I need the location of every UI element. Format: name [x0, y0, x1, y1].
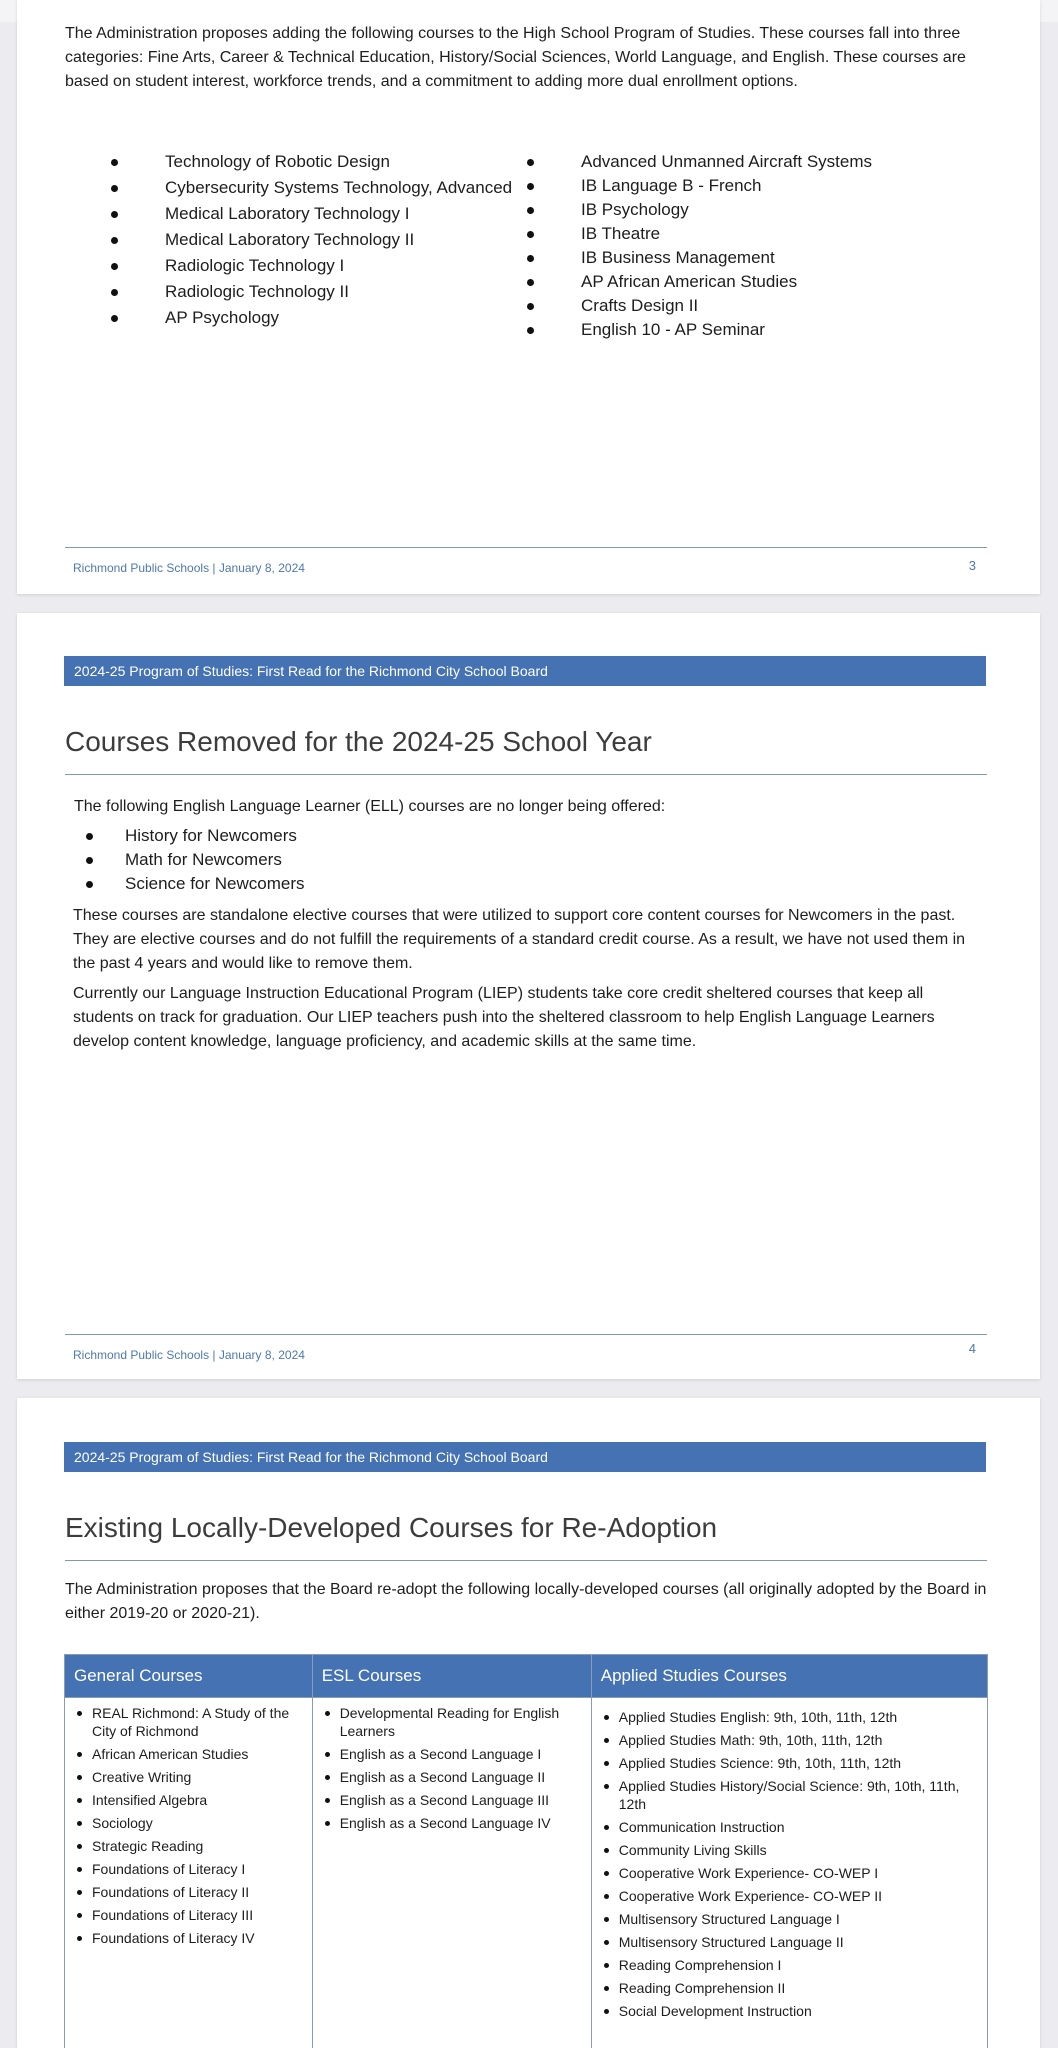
list-item: Creative Writing [73, 1768, 304, 1786]
column-header-general: General Courses [65, 1655, 313, 1698]
list-item: IB Psychology [515, 198, 965, 222]
list-item: Applied Studies English: 9th, 10th, 11th, 12th [600, 1708, 979, 1726]
list-item: Technology of Robotic Design [99, 150, 519, 174]
list-item: Cybersecurity Systems Technology, Advanced [99, 176, 519, 200]
list-item: REAL Richmond: A Study of the City of Richmond [73, 1704, 304, 1740]
new-courses-list-right [515, 150, 965, 342]
ell-lead: The following English Language Learner (ELL) courses are no longer being offered: [74, 798, 666, 815]
page-footer: Richmond Public Schools | January 8, 2024 [73, 561, 305, 575]
title-divider [65, 1560, 987, 1561]
page-banner: 2024-25 Program of Studies: First Read for the Richmond City School Board [64, 1442, 986, 1472]
page-footer: Richmond Public Schools | January 8, 2024 [73, 1348, 305, 1362]
list-item: Math for Newcomers [75, 848, 475, 872]
page-number: 3 [968, 558, 976, 573]
document-page-4[interactable] [17, 613, 1040, 1379]
page-number: 4 [968, 1341, 976, 1356]
list-item: Developmental Reading for English Learners [321, 1704, 583, 1740]
list-item: Radiologic Technology II [99, 280, 519, 304]
list-item: AP African American Studies [515, 270, 965, 294]
list-item: English as a Second Language III [321, 1791, 583, 1809]
list-item: Community Living Skills [600, 1841, 979, 1859]
esl-courses-list [321, 1704, 583, 1832]
page-title: Existing Locally-Developed Courses for Re-Adoption [65, 1512, 718, 1543]
liep-description: Currently our Language Instruction Educational Program (LIEP) students take core credit sheltered courses that keep all students on track for graduation. Our LIEP teachers push into the sheltered classroom to help English Language Learners develop content knowledge, language proficiency, and academic skills at the same time. [73, 985, 935, 1050]
list-item: Foundations of Literacy IV [73, 1929, 304, 1947]
page-title: Courses Removed for the 2024-25 School Year [65, 726, 652, 757]
list-item: Science for Newcomers [75, 872, 475, 896]
list-item: English as a Second Language II [321, 1768, 583, 1786]
removed-courses-list [75, 824, 475, 896]
document-page-3[interactable] [17, 0, 1040, 594]
list-item: Applied Studies Science: 9th, 10th, 11th, 12th [600, 1754, 979, 1772]
list-item: IB Business Management [515, 246, 965, 270]
applied-courses-cell [591, 1698, 987, 2048]
list-item: English as a Second Language IV [321, 1814, 583, 1832]
list-item: Foundations of Literacy I [73, 1860, 304, 1878]
list-item: Foundations of Literacy II [73, 1883, 304, 1901]
list-item: Medical Laboratory Technology II [99, 228, 519, 252]
list-item: Multisensory Structured Language II [600, 1933, 979, 1951]
list-item: IB Theatre [515, 222, 965, 246]
list-item: Multisensory Structured Language I [600, 1910, 979, 1928]
table-header-row [65, 1655, 988, 1698]
list-item: Cooperative Work Experience- CO-WEP I [600, 1864, 979, 1882]
general-courses-cell [65, 1698, 313, 2048]
page-banner: 2024-25 Program of Studies: First Read for the Richmond City School Board [64, 656, 986, 686]
list-item: Reading Comprehension II [600, 1979, 979, 1997]
list-item: Reading Comprehension I [600, 1956, 979, 1974]
new-courses-list-left [99, 150, 519, 332]
readoption-courses-table [64, 1654, 988, 2048]
list-item: English 10 - AP Seminar [515, 318, 965, 342]
readoption-intro: The Administration proposes that the Board re-adopt the following locally-developed courses (all originally adopted by the Board in either 2019-20 or 2020-21). [65, 1581, 987, 1622]
list-item: Intensified Algebra [73, 1791, 304, 1809]
list-item: Sociology [73, 1814, 304, 1832]
list-item: Cooperative Work Experience- CO-WEP II [600, 1887, 979, 1905]
list-item: Social Development Instruction [600, 2002, 979, 2020]
list-item: IB Language B - French [515, 174, 965, 198]
removal-rationale: These courses are standalone elective courses that were utilized to support core content courses for Newcomers in the past. They are elective courses and do not fulfill the requirements of a standard credit course. As a result, we have not used them in the past 4 years and would like to remove them. [73, 907, 966, 972]
title-divider [65, 774, 987, 775]
list-item: Crafts Design II [515, 294, 965, 318]
column-header-applied: Applied Studies Courses [591, 1655, 987, 1698]
list-item: African American Studies [73, 1745, 304, 1763]
applied-courses-list [600, 1708, 979, 2020]
document-page-5[interactable] [17, 1398, 1040, 2048]
list-item: AP Psychology [99, 306, 519, 330]
list-item: English as a Second Language I [321, 1745, 583, 1763]
column-header-esl: ESL Courses [312, 1655, 591, 1698]
esl-courses-cell [312, 1698, 591, 2048]
table-row [65, 1698, 988, 2048]
list-item: Applied Studies Math: 9th, 10th, 11th, 12th [600, 1731, 979, 1749]
list-item: Medical Laboratory Technology I [99, 202, 519, 226]
general-courses-list [73, 1704, 304, 1947]
footer-divider [65, 1334, 987, 1335]
list-item: History for Newcomers [75, 824, 475, 848]
list-item: Advanced Unmanned Aircraft Systems [515, 150, 965, 174]
list-item: Foundations of Literacy III [73, 1906, 304, 1924]
list-item: Radiologic Technology I [99, 254, 519, 278]
footer-divider [65, 547, 987, 548]
list-item: Strategic Reading [73, 1837, 304, 1855]
list-item: Applied Studies History/Social Science: 9th, 10th, 11th, 12th [600, 1777, 979, 1813]
new-courses-intro: The Administration proposes adding the following courses to the High School Program of Studies. These courses fall into three categories: Fine Arts, Career & Technical Education, History/Social Sciences, World Language, and English. These courses are based on student interest, workforce trends, and a commitment to adding more dual enrollment options. [65, 25, 966, 90]
list-item: Communication Instruction [600, 1818, 979, 1836]
